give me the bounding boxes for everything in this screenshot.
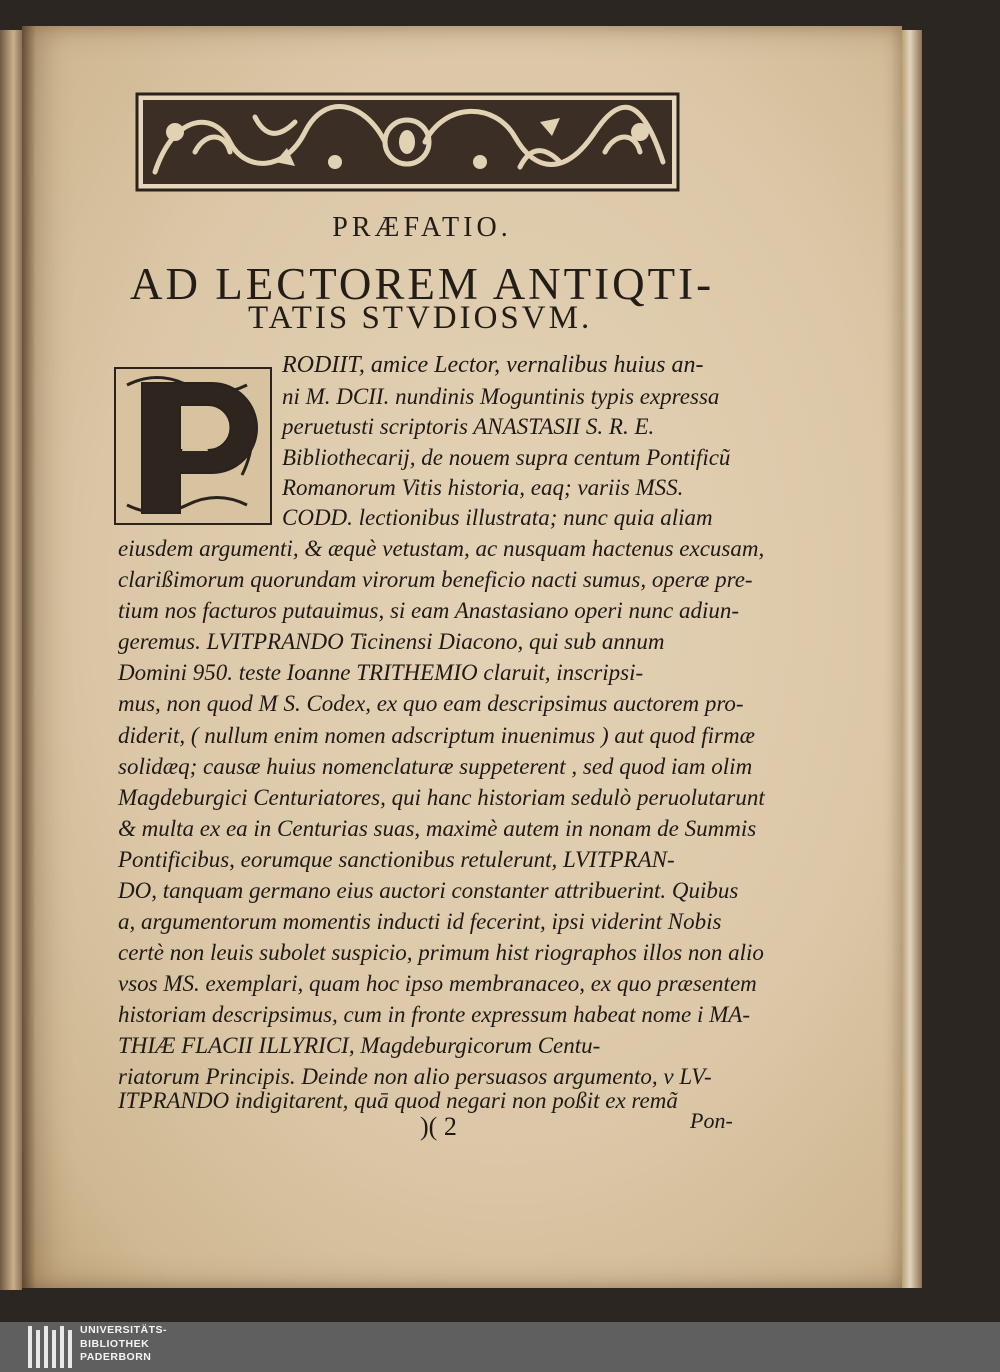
text-line: DO, tanquam germano eius auctori constanter attribuerint. Quibus [118, 878, 739, 903]
text-line: riatorum Principis. Deinde non alio persuasos argumento, v LV- [118, 1064, 712, 1089]
text-line: THIÆ FLACII ILLYRICI, Magdeburgicorum Centu- [118, 1033, 601, 1058]
text-line: solidæq; causæ huius nomenclaturæ suppeterent , sed quod iam olim [118, 754, 753, 779]
text-line: CODD. lectionibus illustrata; nunc quia aliam [282, 505, 713, 530]
text-line: Romanorum Vitis historia, eaq; variis MSS. [282, 475, 684, 500]
text-line: ni M. DCII. nundinis Moguntinis typis expressa [282, 384, 720, 409]
library-name [80, 1324, 167, 1365]
library-logo-icon [28, 1326, 74, 1368]
text-line: vsos MS. exemplari, quam hoc ipso membranaceo, ex quo præsentem [118, 971, 757, 996]
library-name-line-1: UNIVERSITÄTS- [80, 1324, 168, 1336]
decorated-initial-p [112, 365, 274, 527]
text-line: & multa ex ea in Centurias suas, maximè autem in nonam de Summis [118, 816, 757, 841]
text-line: certè non leuis subolet suspicio, primum hist riographos illos non alio [118, 940, 764, 965]
text-line: Magdeburgici Centuriatores, qui hanc historiam sedulò peruolutarunt [118, 785, 765, 810]
text-line: geremus. LVITPRANDO Ticinensi Diacono, qui sub annum [118, 629, 665, 654]
ornamental-headpiece [135, 92, 680, 192]
text-line: historiam descripsimus, cum in fronte expressum habeat nome i MA- [118, 1002, 750, 1027]
text-line: mus, non quod M S. Codex, ex quo eam descripsimus auctorem pro- [118, 691, 744, 716]
library-name-line-3: PADERBORN [80, 1351, 152, 1363]
heading-line-1: AD LECTOREM ANTIQTI- [130, 259, 715, 309]
text-line: Bibliothecarij, de nouem supra centum Pontificũ [282, 445, 731, 470]
text-line: RODIIT, amice Lector, vernalibus huius an- [282, 352, 704, 378]
preface-title: PRÆFATIO. [332, 212, 512, 243]
text-line: ITPRANDO indigitarent, quā quod negari non poßit ex remã [118, 1088, 678, 1113]
text-line: tium nos facturos putauimus, si eam Anastasiano operi nunc adiun- [118, 598, 739, 623]
text-line: eiusdem argumenti, & æquè vetustam, ac nusquam hactenus excusam, [118, 536, 765, 561]
text-line: Pontificibus, eorumque sanctionibus retulerunt, LVITPRAN- [118, 847, 675, 872]
signature-mark: )( 2 [420, 1112, 457, 1141]
text-line: a, argumentorum momentis inducti id fecerint, ipsi viderint Nobis [118, 909, 722, 934]
heading-line-2: TATIS STVDIOSVM. [248, 300, 593, 336]
catchword: Pon- [690, 1108, 733, 1133]
library-name-line-2: BIBLIOTHEK [80, 1337, 150, 1350]
text-line: clarißimorum quorundam virorum beneficio nacti sumus, operæ pre- [118, 567, 753, 592]
text-line: Domini 950. teste Ioanne TRITHEMIO claruit, inscripsi- [118, 660, 644, 685]
text-line: peruetusti scriptoris ANASTASII S. R. E. [282, 414, 655, 439]
text-line: diderit, ( nullum enim nomen adscriptum inuenimus ) aut quod firmæ [118, 723, 755, 748]
